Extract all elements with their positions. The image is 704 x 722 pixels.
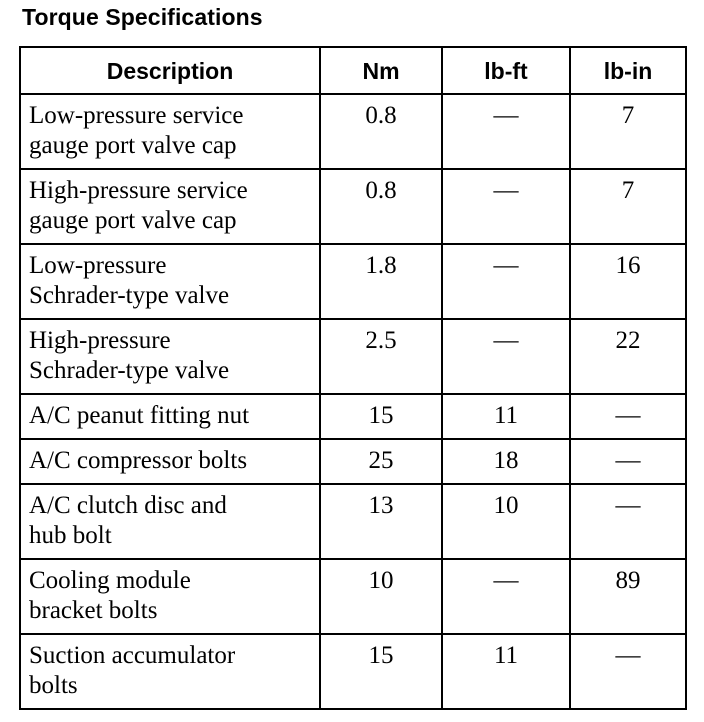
table-row [20,169,686,244]
torque-spec-table [19,46,687,710]
description-line: hub bolt [29,522,112,549]
description-line: gauge port valve cap [29,132,237,159]
lbin-cell: 7 [570,169,686,244]
lbin-cell: 7 [570,94,686,169]
description-line: Low-pressure service [29,102,244,129]
description-line: Schrader-type valve [29,357,230,384]
description-line: A/C compressor bolts [29,447,248,474]
lbin-cell: 22 [570,319,686,394]
column-header-lbft: lb-ft [442,47,570,94]
table-row [20,319,686,394]
lbin-cell: 89 [570,559,686,634]
nm-cell: 13 [320,484,442,559]
description-line: Schrader-type valve [29,282,230,309]
description-cell [20,94,320,169]
description-cell [20,559,320,634]
page-title: Torque Specifications [22,4,263,30]
description-cell [20,484,320,559]
column-header-description: Description [20,47,320,94]
lbin-cell: — [570,394,686,439]
lbin-cell: 16 [570,244,686,319]
lbin-cell: — [570,634,686,709]
description-line: bolts [29,672,78,699]
table-row [20,244,686,319]
nm-cell: 0.8 [320,169,442,244]
description-cell [20,169,320,244]
nm-cell: 1.8 [320,244,442,319]
description-line: A/C clutch disc and [29,492,227,519]
table-row [20,394,686,439]
description-cell [20,439,320,484]
lbft-cell: — [442,559,570,634]
description-cell [20,394,320,439]
description-line: Low-pressure [29,252,167,279]
description-line: High-pressure service [29,177,248,204]
table-row [20,559,686,634]
nm-cell: 15 [320,634,442,709]
description-line: A/C peanut fitting nut [29,402,250,429]
column-header-lbin: lb-in [570,47,686,94]
description-cell [20,634,320,709]
table-row [20,634,686,709]
nm-cell: 15 [320,394,442,439]
column-header-nm: Nm [320,47,442,94]
description-line: High-pressure [29,327,171,354]
description-line: bracket bolts [29,597,158,624]
description-cell [20,319,320,394]
lbft-cell: — [442,319,570,394]
lbft-cell: 18 [442,439,570,484]
description-line: gauge port valve cap [29,207,237,234]
description-line: Suction accumulator [29,642,236,669]
table-header-row [20,47,686,94]
lbft-cell: 11 [442,634,570,709]
lbin-cell: — [570,484,686,559]
table-row [20,439,686,484]
lbft-cell: 11 [442,394,570,439]
nm-cell: 10 [320,559,442,634]
description-line: Cooling module [29,567,191,594]
nm-cell: 0.8 [320,94,442,169]
lbft-cell: — [442,169,570,244]
table-row [20,484,686,559]
lbft-cell: — [442,244,570,319]
table-row [20,94,686,169]
lbft-cell: 10 [442,484,570,559]
nm-cell: 2.5 [320,319,442,394]
lbin-cell: — [570,439,686,484]
lbft-cell: — [442,94,570,169]
nm-cell: 25 [320,439,442,484]
description-cell [20,244,320,319]
